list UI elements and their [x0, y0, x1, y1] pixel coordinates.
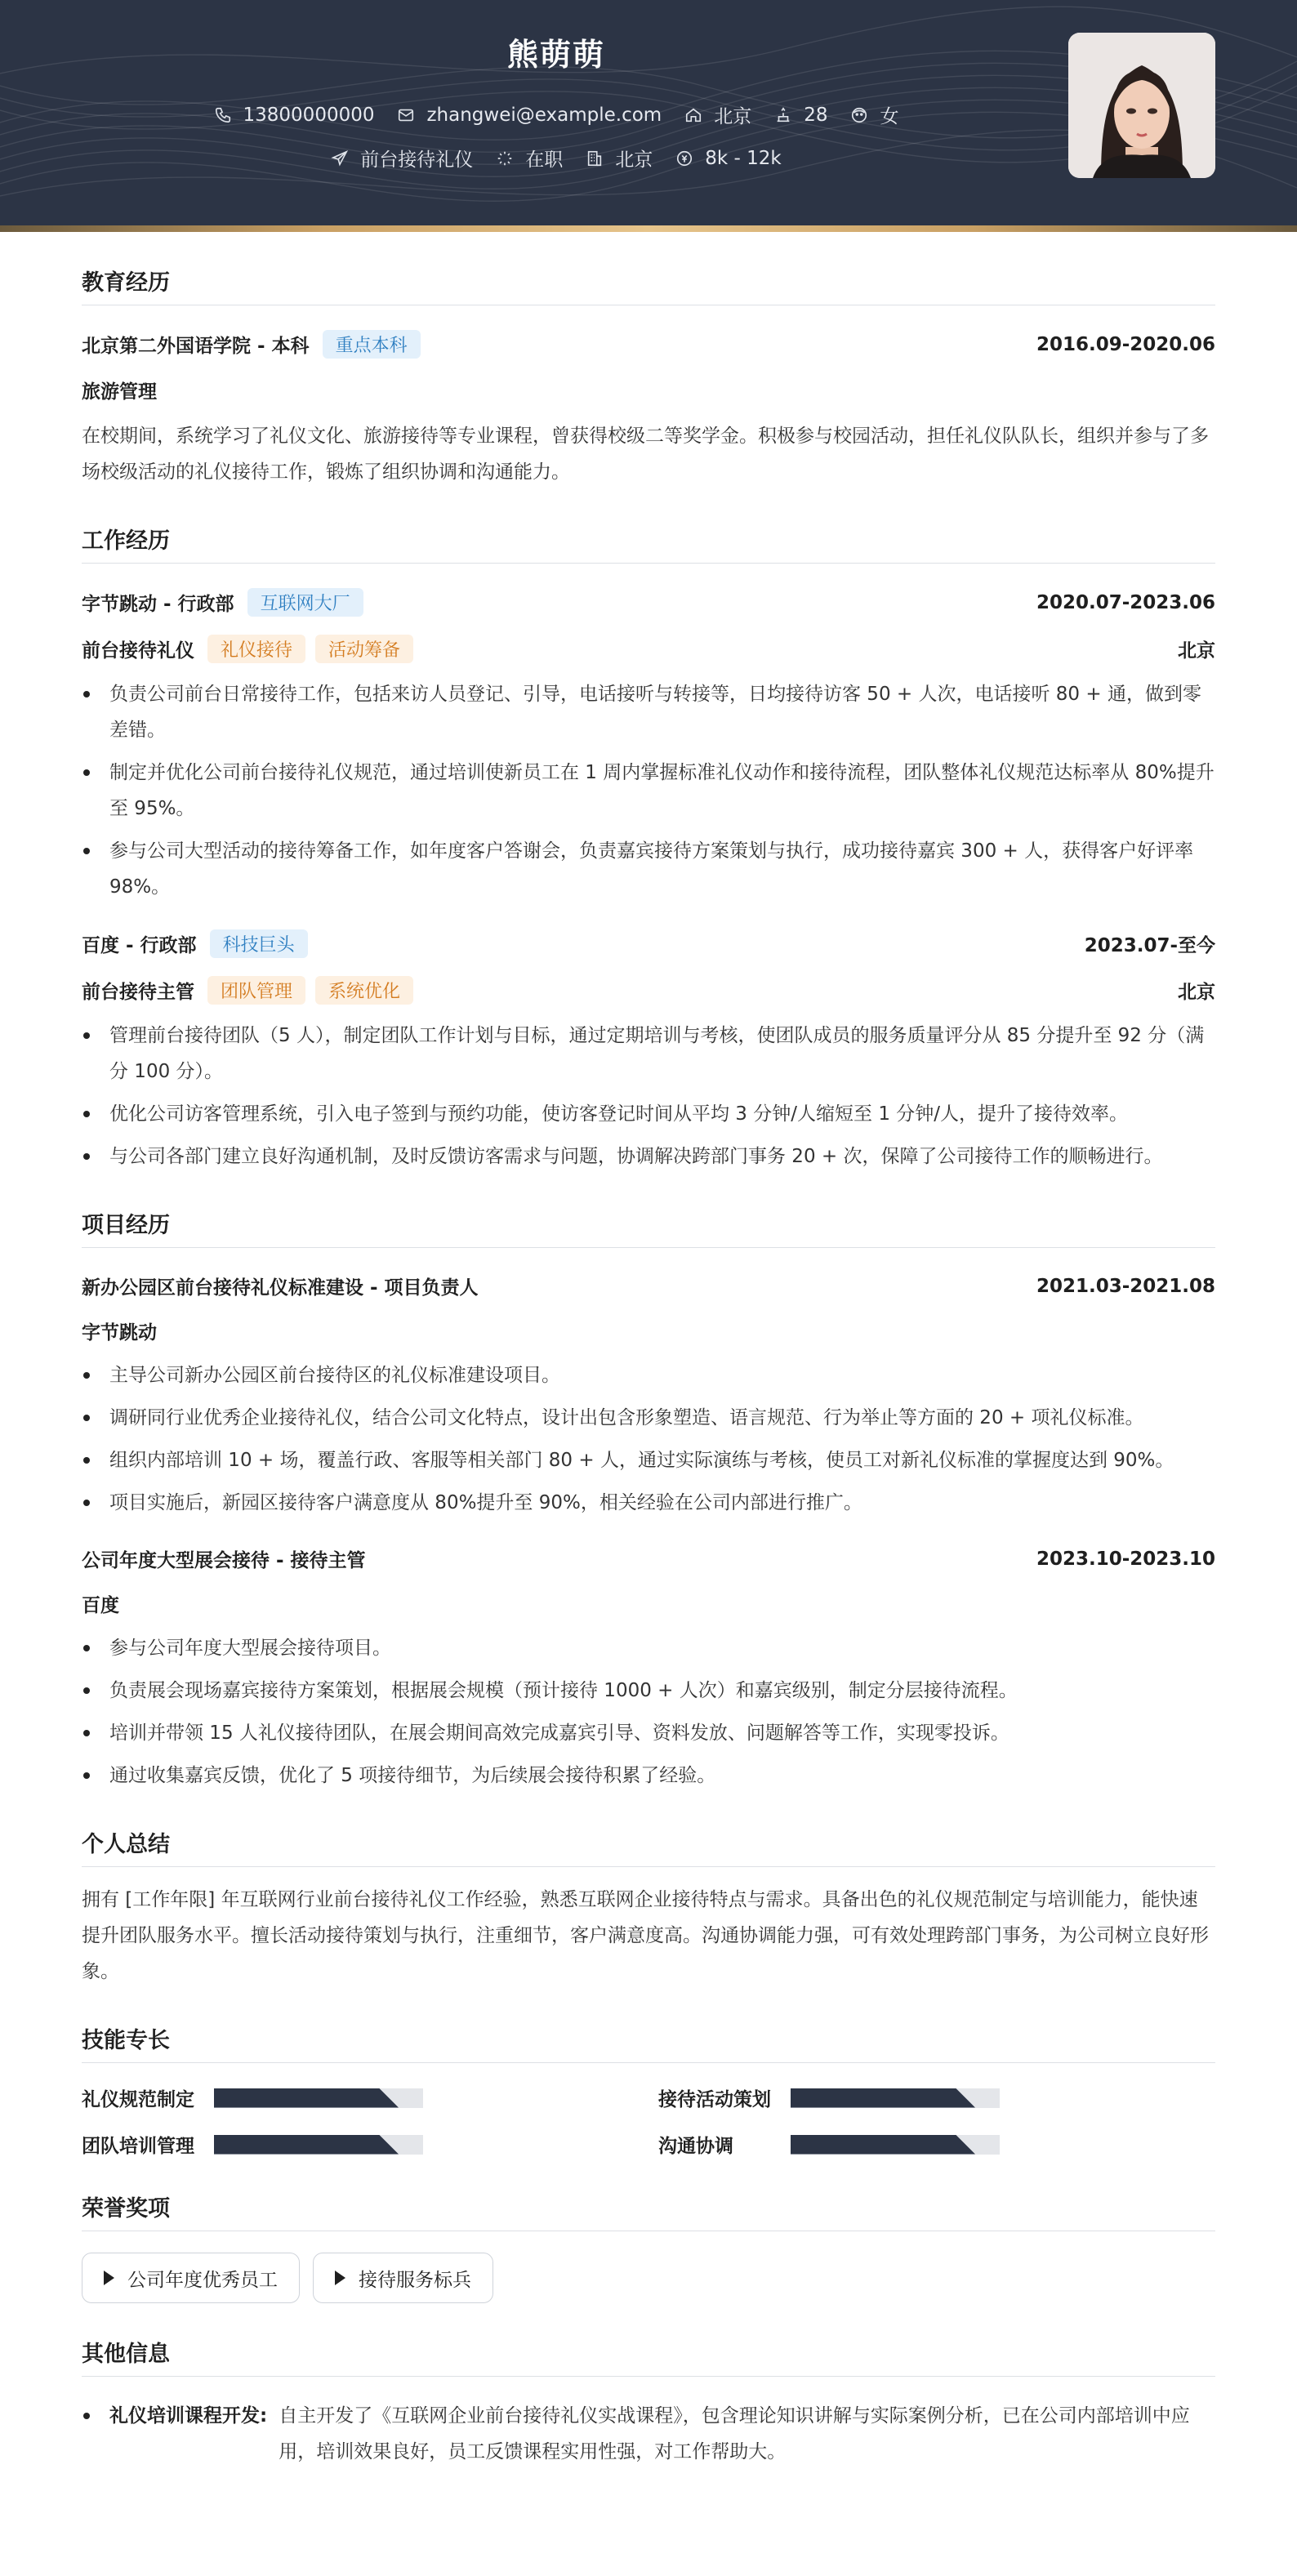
list-item: 负责公司前台日常接待工作，包括来访人员登记、引导，电话接听与转接等，日均接待访客 50 + 人次，电话接听 80 + 通，做到零差错。 [82, 676, 1215, 748]
info-city [586, 145, 653, 172]
job-position: 前台接待礼仪 [82, 640, 194, 662]
section-title-summary: 个人总结 [82, 1826, 1215, 1867]
list-item: 与公司各部门建立良好沟通机制，及时反馈访客需求与问题，协调解决跨部门事务 20 + 次，保障了公司接待工作的顺畅进行。 [82, 1139, 1215, 1174]
education-major: 旅游管理 [82, 381, 157, 403]
job-city: 北京 [1178, 640, 1215, 662]
project-header-row [82, 1272, 1215, 1299]
education-description: 在校期间，系统学习了礼仪文化、旅游接待等专业课程，曾获得校级二等奖学金。积极参与校园活动，担任礼仪队队长，组织并参与了多场校级活动的礼仪接待工作，锻炼了组织协调和沟通能力。 [82, 426, 1209, 483]
building-icon [586, 149, 604, 167]
send-icon [331, 149, 349, 167]
job-intent-row [0, 145, 1112, 172]
email-text: zhangwei@example.com [426, 104, 662, 126]
skill-bar-tip [956, 2135, 975, 2155]
job-date: 2020.07-2023.06 [1036, 591, 1215, 613]
play-triangle-icon [335, 2271, 345, 2285]
job-city: 北京 [1178, 982, 1215, 1003]
job-position-row [82, 635, 1215, 663]
section-title-work: 工作经历 [82, 523, 1215, 564]
job-tag: 系统优化 [315, 976, 413, 1005]
home-text: 北京 [714, 106, 752, 127]
award-chip [313, 2253, 493, 2303]
skill-bar-tip [379, 2135, 399, 2155]
list-item: 主导公司新办公园区前台接待区的礼仪标准建设项目。 [82, 1357, 1215, 1393]
salary-icon [675, 149, 693, 167]
home-icon [684, 106, 702, 124]
award-label: 公司年度优秀员工 [127, 2269, 278, 2291]
play-triangle-icon [104, 2271, 114, 2285]
job-tag: 团队管理 [207, 976, 305, 1005]
list-item: 组织内部培训 10 + 场，覆盖行政、客服等相关部门 80 + 人，通过实际演练与考核，使员工对新礼仪标准的掌握度达到 90%。 [82, 1442, 1215, 1478]
skill-label: 沟通协调 [658, 2136, 733, 2157]
project-name: 新办公园区前台接待礼仪标准建设 - 项目负责人 [82, 1277, 479, 1299]
age-text: 28 [804, 104, 828, 126]
school-tag: 重点本科 [323, 330, 421, 359]
other-item-value: 自主开发了《互联网企业前台接待礼仪实战课程》，包含理论知识讲解与实际案例分析，已在公司内部培训中应用，培训效果良好，员工反馈课程实用性强，对工作帮助大。 [279, 2405, 1190, 2462]
list-item: 通过收集嘉宾反馈，优化了 5 项接待细节，为后续展会接待积累了经验。 [82, 1758, 1215, 1794]
job-header-row [82, 588, 1215, 617]
skill-bar [214, 2135, 423, 2155]
project-date: 2023.10-2023.10 [1036, 1548, 1215, 1570]
list-item: 管理前台接待团队（5 人），制定团队工作计划与目标，通过定期培训与考核，使团队成员的服务质量评分从 85 分提升至 92 分（满分 100 分）。 [82, 1018, 1215, 1090]
gender-icon [850, 106, 868, 124]
skill-bar-fill [791, 2135, 956, 2155]
skill-label: 团队培训管理 [82, 2136, 194, 2157]
skill-label: 接待活动策划 [658, 2089, 771, 2110]
skill-bar-tip [956, 2088, 975, 2108]
header-accent-line [0, 225, 1297, 232]
project-org: 百度 [82, 1595, 119, 1616]
skill-item [658, 2084, 1215, 2111]
info-home [684, 101, 751, 128]
list-item: 项目实施后，新园区接待客户满意度从 80%提升至 90%，相关经验在公司内部进行推广。 [82, 1485, 1215, 1521]
project-name: 公司年度大型展会接待 - 接待主管 [82, 1550, 366, 1571]
skill-item [658, 2131, 1215, 2158]
list-item: 制定并优化公司前台接待礼仪规范，通过培训使新员工在 1 周内掌握标准礼仪动作和接待流程，团队整体礼仪规范达标率从 80%提升至 95%。 [82, 755, 1215, 827]
education-date: 2016.09-2020.06 [1036, 333, 1215, 355]
section-title-education: 教育经历 [82, 265, 1215, 305]
job-position: 前台接待主管 [82, 982, 194, 1003]
skill-bar [791, 2135, 1000, 2155]
project-bullets [82, 1357, 1215, 1521]
skill-bar-fill [214, 2135, 379, 2155]
skill-item [82, 2131, 658, 2158]
summary-text: 拥有 [工作年限] 年互联网行业前台接待礼仪工作经验，熟悉互联网企业接待特点与需求。具备出色的礼仪规范制定与培训能力，能快速提升团队服务水平。擅长活动接待策划与执行，注重细节，客户满意度高。沟通协调能力强，可有效处理跨部门事务，为公司树立良好形象。 [82, 1889, 1209, 1982]
salary-text: 8k - 12k [705, 147, 782, 169]
other-item-key: 礼仪培训课程开发: [82, 2398, 267, 2470]
job-tag: 礼仪接待 [207, 635, 305, 663]
contact-row [0, 101, 1112, 128]
info-email [397, 105, 662, 126]
list-item: 调研同行业优秀企业接待礼仪，结合公司文化特点，设计出包含形象塑造、语言规范、行为举止等方面的 20 + 项礼仪标准。 [82, 1400, 1215, 1436]
list-item: 负责展会现场嘉宾接待方案策划，根据展会规模（预计接待 1000 + 人次）和嘉宾级别，制定分层接待流程。 [82, 1673, 1215, 1709]
skill-bar [791, 2088, 1000, 2108]
info-age [774, 105, 827, 126]
company-tag: 科技巨头 [210, 929, 308, 958]
list-item: 参与公司年度大型展会接待项目。 [82, 1630, 1215, 1666]
list-item: 参与公司大型活动的接待筹备工作，如年度客户答谢会，负责嘉宾接待方案策划与执行，成功接待嘉宾 300 + 人，获得客户好评率 98%。 [82, 833, 1215, 905]
mail-icon [397, 106, 415, 124]
profile-photo [1068, 33, 1215, 178]
info-gender [850, 101, 898, 128]
project-header-row [82, 1545, 1215, 1572]
skill-bar [214, 2088, 423, 2108]
age-icon [774, 106, 792, 124]
list-item: 优化公司访客管理系统，引入电子签到与预约功能，使访客登记时间从平均 3 分钟/人缩短至 1 分钟/人，提升了接待效率。 [82, 1096, 1215, 1132]
project-bullets [82, 1630, 1215, 1794]
avatar-illustration [1068, 33, 1215, 178]
list-item: 培训并带领 15 人礼仪接待团队，在展会期间高效完成嘉宾引导、资料发放、问题解答等工作，实现零投诉。 [82, 1715, 1215, 1751]
other-item [82, 2398, 1215, 2470]
skill-bar-fill [791, 2088, 956, 2108]
job-date: 2023.07-至今 [1084, 935, 1215, 956]
section-title-skills: 技能专长 [82, 2022, 1215, 2063]
section-title-other: 其他信息 [82, 2336, 1215, 2377]
company-tag: 互联网大厂 [247, 588, 363, 617]
school-name: 北京第二外国语学院 - 本科 [82, 336, 310, 357]
job-bullets [82, 676, 1215, 905]
info-phone [214, 105, 375, 126]
award-chip [82, 2253, 300, 2303]
project-org: 字节跳动 [82, 1322, 157, 1344]
award-label: 接待服务标兵 [359, 2269, 471, 2291]
phone-icon [214, 106, 232, 124]
phone-text: 13800000000 [243, 104, 375, 126]
skills-grid [82, 2084, 1215, 2158]
candidate-name: 熊萌萌 [506, 37, 605, 73]
project-date: 2021.03-2021.08 [1036, 1275, 1215, 1297]
resume-header [0, 0, 1297, 229]
resume-body [82, 232, 1215, 2470]
job-tag: 活动筹备 [315, 635, 413, 663]
job-bullets [82, 1018, 1215, 1174]
info-salary [675, 148, 781, 169]
job-company: 百度 - 行政部 [82, 935, 197, 956]
info-position [331, 145, 473, 172]
gender-text: 女 [880, 106, 899, 127]
section-title-projects: 项目经历 [82, 1207, 1215, 1248]
job-company: 字节跳动 - 行政部 [82, 594, 234, 615]
city-text: 北京 [615, 149, 653, 171]
skill-bar-fill [214, 2088, 379, 2108]
job-header-row [82, 929, 1215, 958]
education-header-row [82, 330, 1215, 359]
status-icon [496, 149, 514, 167]
position-text: 前台接待礼仪 [360, 149, 474, 171]
awards-list [82, 2253, 1215, 2303]
job-position-row [82, 976, 1215, 1005]
section-title-honors: 荣誉奖项 [82, 2190, 1215, 2231]
skill-bar-tip [379, 2088, 399, 2108]
status-text: 在职 [525, 149, 564, 171]
info-status [496, 145, 563, 172]
skill-item [82, 2084, 658, 2111]
skill-label: 礼仪规范制定 [82, 2089, 194, 2110]
